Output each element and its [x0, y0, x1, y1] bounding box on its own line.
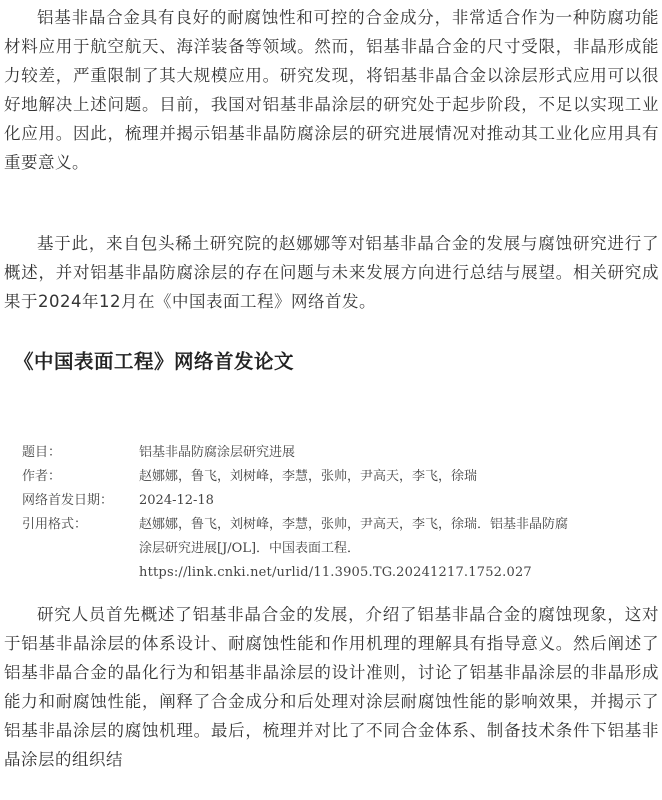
citation-format-line1: 赵娜娜，鲁飞，刘树峰，李慧，张帅，尹高天，李飞，徐瑞．铝基非晶防腐 [139, 517, 569, 532]
citation-format-row [22, 513, 652, 585]
citation-title-row [22, 441, 652, 465]
citation-authors-label: 作者： [22, 469, 62, 484]
citation-title-value: 铝基非晶防腐涂层研究进展 [139, 445, 296, 460]
citation-date-value: 2024-12-18 [139, 493, 214, 508]
background-paragraph: 基于此，来自包头稀土研究院的赵娜娜等对铝基非晶合金的发展与腐蚀研究进行了概述，并对铝基非晶防腐涂层的存在问题与未来发展方向进行总结与展望。相关研究成果于2024年12月在《中国表面工程》网络首发。 [4, 234, 659, 311]
citation-title-label: 题目： [22, 445, 62, 460]
citation-format-value [139, 513, 644, 585]
citation-date-label: 网络首发日期： [22, 493, 114, 508]
intro-paragraph: 铝基非晶合金具有良好的耐腐蚀性和可控的合金成分，非常适合作为一种防腐功能材料应用于航空航天、海洋装备等领域。然而，铝基非晶合金的尺寸受限，非晶形成能力较差，严重限制了其大规模应用。研究发现，将铝基非晶合金以涂层形式应用可以很好地解决上述问题。目前，我国对铝基非晶涂层的研究处于起步阶段，不足以实现工业化应用。因此，梳理并揭示铝基非晶防腐涂层的研究进展情况对推动其工业化应用具有重要意义。 [4, 8, 659, 172]
citation-block [22, 441, 652, 585]
section-heading: 《中国表面工程》网络首发论文 [14, 350, 295, 373]
citation-url-link[interactable]: https://link.cnki.net/urlid/11.3905.TG.20241217.1752.027 [139, 565, 532, 580]
summary-paragraph: 研究人员首先概述了铝基非晶合金的发展，介绍了铝基非晶合金的腐蚀现象，这对于铝基非晶涂层的体系设计、耐腐蚀性能和作用机理的理解具有指导意义。然后阐述了铝基非晶合金的晶化行为和铝基非晶涂层的设计准则，讨论了铝基非晶涂层的非晶形成能力和耐腐蚀性能，阐释了合金成分和后处理对涂层耐腐蚀性能的影响效果，并揭示了铝基非晶涂层的腐蚀机理。最后，梳理并对比了不同合金体系、制备技术条件下铝基非晶涂层的组织结 [4, 605, 659, 769]
citation-authors-value: 赵娜娜，鲁飞，刘树峰，李慧，张帅，尹高天，李飞，徐瑞 [139, 469, 478, 484]
citation-authors-row [22, 465, 652, 489]
citation-format-label: 引用格式： [22, 517, 88, 532]
citation-format-line2: 涂层研究进展[J/OL]．中国表面工程． [139, 541, 361, 556]
citation-date-row [22, 489, 652, 513]
